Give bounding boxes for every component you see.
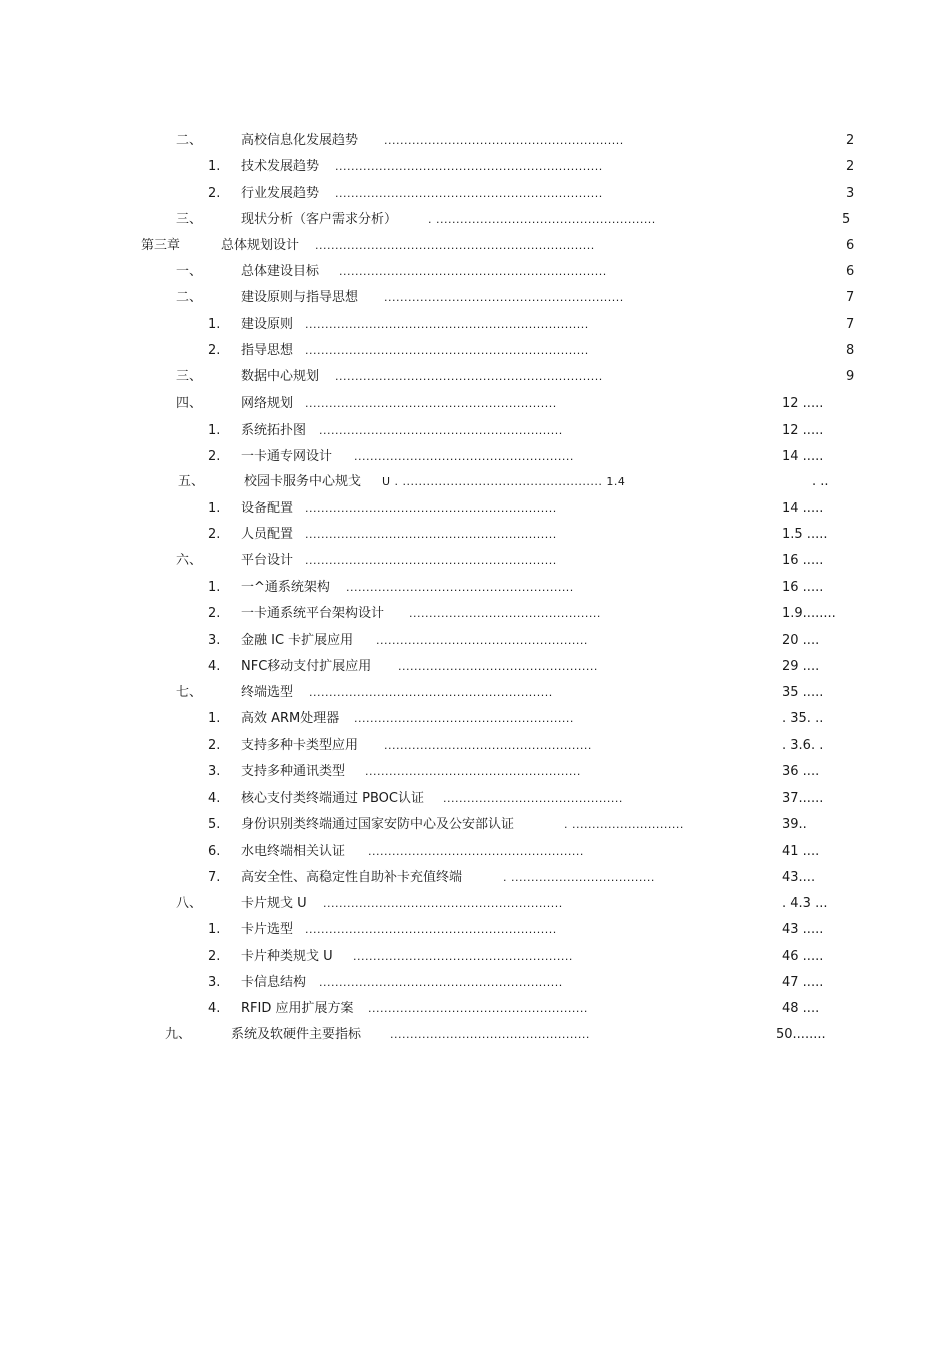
toc-marker: 1. xyxy=(208,922,221,937)
toc-entry xyxy=(0,868,950,888)
toc-entry xyxy=(0,288,950,308)
toc-leader: U . .................................................. 1.4 xyxy=(382,475,626,488)
toc-leader: . ............................ xyxy=(564,818,684,831)
toc-title: 总体规划设计 xyxy=(221,238,300,253)
toc-page: 16 ..... xyxy=(782,580,824,595)
toc-entry xyxy=(0,842,950,862)
toc-leader: ................................................................... xyxy=(335,187,603,200)
toc-entry xyxy=(0,578,950,598)
toc-entry xyxy=(0,262,950,282)
toc-entry xyxy=(0,973,950,993)
toc-entry xyxy=(0,920,950,940)
toc-leader: ................................................................... xyxy=(339,265,607,278)
toc-marker: 1. xyxy=(208,159,221,174)
toc-marker: 4. xyxy=(208,791,221,806)
toc-entry xyxy=(0,1025,950,1045)
toc-page: 14 ..... xyxy=(782,449,824,464)
toc-page: 6 xyxy=(846,264,855,279)
toc-page: 6 xyxy=(846,238,855,253)
toc-title: 核心支付类终端通过 PBOC认证 xyxy=(241,791,424,806)
toc-entry xyxy=(0,341,950,361)
toc-leader: ............................................................. xyxy=(319,424,563,437)
toc-title: 技术发展趋势 xyxy=(241,159,320,174)
toc-title: 高效 ARM处理器 xyxy=(241,711,340,726)
toc-leader: ....................................................... xyxy=(353,950,573,963)
toc-page: 29 .... xyxy=(782,659,820,674)
toc-page: 7 xyxy=(846,290,855,305)
toc-entry xyxy=(0,551,950,571)
toc-title: 水电终端相关认证 xyxy=(241,844,346,859)
toc-page: 36 .... xyxy=(782,764,820,779)
toc-title: 卡片规戈 U xyxy=(241,896,307,911)
toc-marker: 6. xyxy=(208,844,221,859)
toc-title: 支持多种卡类型应用 xyxy=(241,738,359,753)
toc-leader: ..................................................... xyxy=(376,634,588,647)
toc-title: 卡片种类规戈 U xyxy=(241,949,333,964)
toc-page: 39.. xyxy=(782,817,807,832)
toc-title: 行业发展趋势 xyxy=(241,186,320,201)
toc-page: 43.... xyxy=(782,870,816,885)
toc-entry xyxy=(0,762,950,782)
toc-leader: ............................................................... xyxy=(305,502,557,515)
toc-title: 系统拓扑图 xyxy=(241,423,307,438)
toc-leader: .................................................. xyxy=(390,1028,590,1041)
toc-marker: 3. xyxy=(208,633,221,648)
toc-page: . .. xyxy=(812,474,829,489)
toc-leader: ....................................................... xyxy=(354,712,574,725)
toc-leader: .................................................. xyxy=(398,660,598,673)
toc-entry xyxy=(0,315,950,335)
toc-title: 校园卡服务中心规戈 xyxy=(244,474,362,489)
toc-page: . 3.6. . xyxy=(782,738,824,753)
toc-entry xyxy=(0,421,950,441)
toc-title: 金融 IC 卡扩展应用 xyxy=(241,633,354,648)
toc-page: 9 xyxy=(846,369,855,384)
toc-marker: 三、 xyxy=(176,212,203,227)
toc-leader: ...................................................................... xyxy=(315,239,595,252)
toc-marker: 六、 xyxy=(176,553,203,568)
toc-leader: ......................................................... xyxy=(346,581,574,594)
toc-marker: 八、 xyxy=(176,896,203,911)
toc-marker: 3. xyxy=(208,975,221,990)
toc-entry xyxy=(0,447,950,467)
toc-leader: ............................................................. xyxy=(319,976,563,989)
toc-entry xyxy=(0,947,950,967)
toc-page: 46 ..... xyxy=(782,949,824,964)
toc-marker: 九、 xyxy=(165,1027,192,1042)
toc-entry xyxy=(0,736,950,756)
toc-title: 高校信息化发展趋势 xyxy=(241,133,359,148)
toc-entry xyxy=(0,131,950,151)
toc-leader: .................................................... xyxy=(384,739,592,752)
toc-marker: 3. xyxy=(208,764,221,779)
toc-entry xyxy=(0,525,950,545)
toc-leader: ....................................................................... xyxy=(305,344,589,357)
toc-title: 系统及软硬件主要指标 xyxy=(231,1027,362,1042)
toc-marker: 2. xyxy=(208,343,221,358)
toc-marker: 1. xyxy=(208,423,221,438)
toc-page: 47 ..... xyxy=(782,975,824,990)
toc-title: 终端选型 xyxy=(241,685,294,700)
toc-marker: 2. xyxy=(208,606,221,621)
toc-leader: ....................................................... xyxy=(368,1002,588,1015)
toc-page: 5 xyxy=(842,212,851,227)
toc-page: 14 ..... xyxy=(782,501,824,516)
toc-page: 12 ..... xyxy=(782,396,824,411)
toc-title: 人员配置 xyxy=(241,527,294,542)
toc-leader: ............................................................ xyxy=(384,291,624,304)
toc-marker: 七、 xyxy=(176,685,203,700)
toc-entry xyxy=(0,210,950,230)
toc-page: 2 xyxy=(846,159,855,174)
toc-leader: ....................................................... xyxy=(354,450,574,463)
toc-leader: ................................................ xyxy=(409,607,601,620)
toc-marker: 二、 xyxy=(176,133,203,148)
toc-entry xyxy=(0,367,950,387)
toc-title: 一卡通系统平台架构设计 xyxy=(241,606,385,621)
toc-title: RFID 应用扩展方案 xyxy=(241,1001,354,1016)
toc-leader: ................................................................... xyxy=(335,160,603,173)
toc-marker: 7. xyxy=(208,870,221,885)
toc-leader: ...................................................... xyxy=(368,845,584,858)
toc-entry xyxy=(0,999,950,1019)
toc-title: 总体建设目标 xyxy=(241,264,320,279)
toc-entry xyxy=(0,184,950,204)
toc-page: . 35. .. xyxy=(782,711,824,726)
toc-marker: 2. xyxy=(208,186,221,201)
toc-title: 一卡通专网设计 xyxy=(241,449,333,464)
toc-leader: ................................................................... xyxy=(335,370,603,383)
toc-marker: 1. xyxy=(208,501,221,516)
toc-marker: 2. xyxy=(208,527,221,542)
toc-marker: 一、 xyxy=(176,264,203,279)
toc-entry xyxy=(0,604,950,624)
toc-entry xyxy=(0,789,950,809)
toc-page: 37...... xyxy=(782,791,824,806)
toc-leader: ...................................................... xyxy=(365,765,581,778)
toc-page: 20 .... xyxy=(782,633,820,648)
toc-entry xyxy=(0,236,950,256)
toc-marker: 4. xyxy=(208,659,221,674)
toc-title: 指导思想 xyxy=(241,343,294,358)
toc-page: . 4.3 ... xyxy=(782,896,828,911)
toc-marker: 四、 xyxy=(176,396,203,411)
toc-leader: ............................................................. xyxy=(309,686,553,699)
toc-marker: 三、 xyxy=(176,369,203,384)
toc-page: 3 xyxy=(846,186,855,201)
toc-title: 建设原则与指导思想 xyxy=(241,290,359,305)
toc-leader: . ....................................................... xyxy=(428,213,656,226)
toc-leader: ............................................................ xyxy=(384,134,624,147)
toc-page: 16 ..... xyxy=(782,553,824,568)
toc-page: 50........ xyxy=(776,1027,826,1042)
toc-title: 建设原则 xyxy=(241,317,294,332)
toc-title: 现状分析（客户需求分析） xyxy=(241,212,398,227)
toc-entry xyxy=(0,499,950,519)
toc-page: 2 xyxy=(846,133,855,148)
toc-page: 41 .... xyxy=(782,844,820,859)
toc-entry xyxy=(0,709,950,729)
toc-leader: ............................................................... xyxy=(305,923,557,936)
toc-title: 网络规划 xyxy=(241,396,294,411)
toc-entry xyxy=(0,631,950,651)
toc-marker: 二、 xyxy=(176,290,203,305)
toc-marker: 2. xyxy=(208,738,221,753)
toc-page: 7 xyxy=(846,317,855,332)
toc-leader: ............................................................... xyxy=(305,397,557,410)
toc-title: 平台设计 xyxy=(241,553,294,568)
toc-marker: 五、 xyxy=(178,474,205,489)
toc-leader: ............................................. xyxy=(443,792,623,805)
toc-title: 身份识别类终端通过国家安防中心及公安部认证 xyxy=(241,817,515,832)
toc-marker: 1. xyxy=(208,317,221,332)
toc-title: 高安全性、高稳定性自助补卡充值终端 xyxy=(241,870,463,885)
toc-marker: 5. xyxy=(208,817,221,832)
toc-leader: ............................................................... xyxy=(305,528,557,541)
toc-page: 1.9........ xyxy=(782,606,836,621)
toc-page: 1.5 ..... xyxy=(782,527,828,542)
toc-marker: 2. xyxy=(208,449,221,464)
toc-entry xyxy=(0,894,950,914)
toc-marker: 2. xyxy=(208,949,221,964)
toc-page: 35 ..... xyxy=(782,685,824,700)
toc-leader: ............................................................... xyxy=(305,554,557,567)
toc-title: NFC移动支付扩展应用 xyxy=(241,659,372,674)
toc-title: 设备配置 xyxy=(241,501,294,516)
toc-page: 48 .... xyxy=(782,1001,820,1016)
toc-page: 12 ..... xyxy=(782,423,824,438)
toc-title: 一^通系统架构 xyxy=(241,580,330,595)
toc-title: 支持多种通讯类型 xyxy=(241,764,346,779)
toc-title: 卡信息结构 xyxy=(241,975,307,990)
toc-entry xyxy=(0,157,950,177)
toc-entry xyxy=(0,815,950,835)
toc-page: 43 ..... xyxy=(782,922,824,937)
toc-entry xyxy=(0,683,950,703)
toc-marker: 1. xyxy=(208,580,221,595)
toc-page: 8 xyxy=(846,343,855,358)
toc-title: 卡片选型 xyxy=(241,922,294,937)
toc-title: 数据中心规划 xyxy=(241,369,320,384)
toc-leader: . .................................... xyxy=(503,871,655,884)
toc-marker: 1. xyxy=(208,711,221,726)
toc-marker: 第三章 xyxy=(141,238,181,253)
toc-marker: 4. xyxy=(208,1001,221,1016)
toc-leader: ............................................................ xyxy=(323,897,563,910)
toc-entry xyxy=(0,472,950,492)
toc-leader: ....................................................................... xyxy=(305,318,589,331)
toc-entry xyxy=(0,657,950,677)
toc-entry xyxy=(0,394,950,414)
